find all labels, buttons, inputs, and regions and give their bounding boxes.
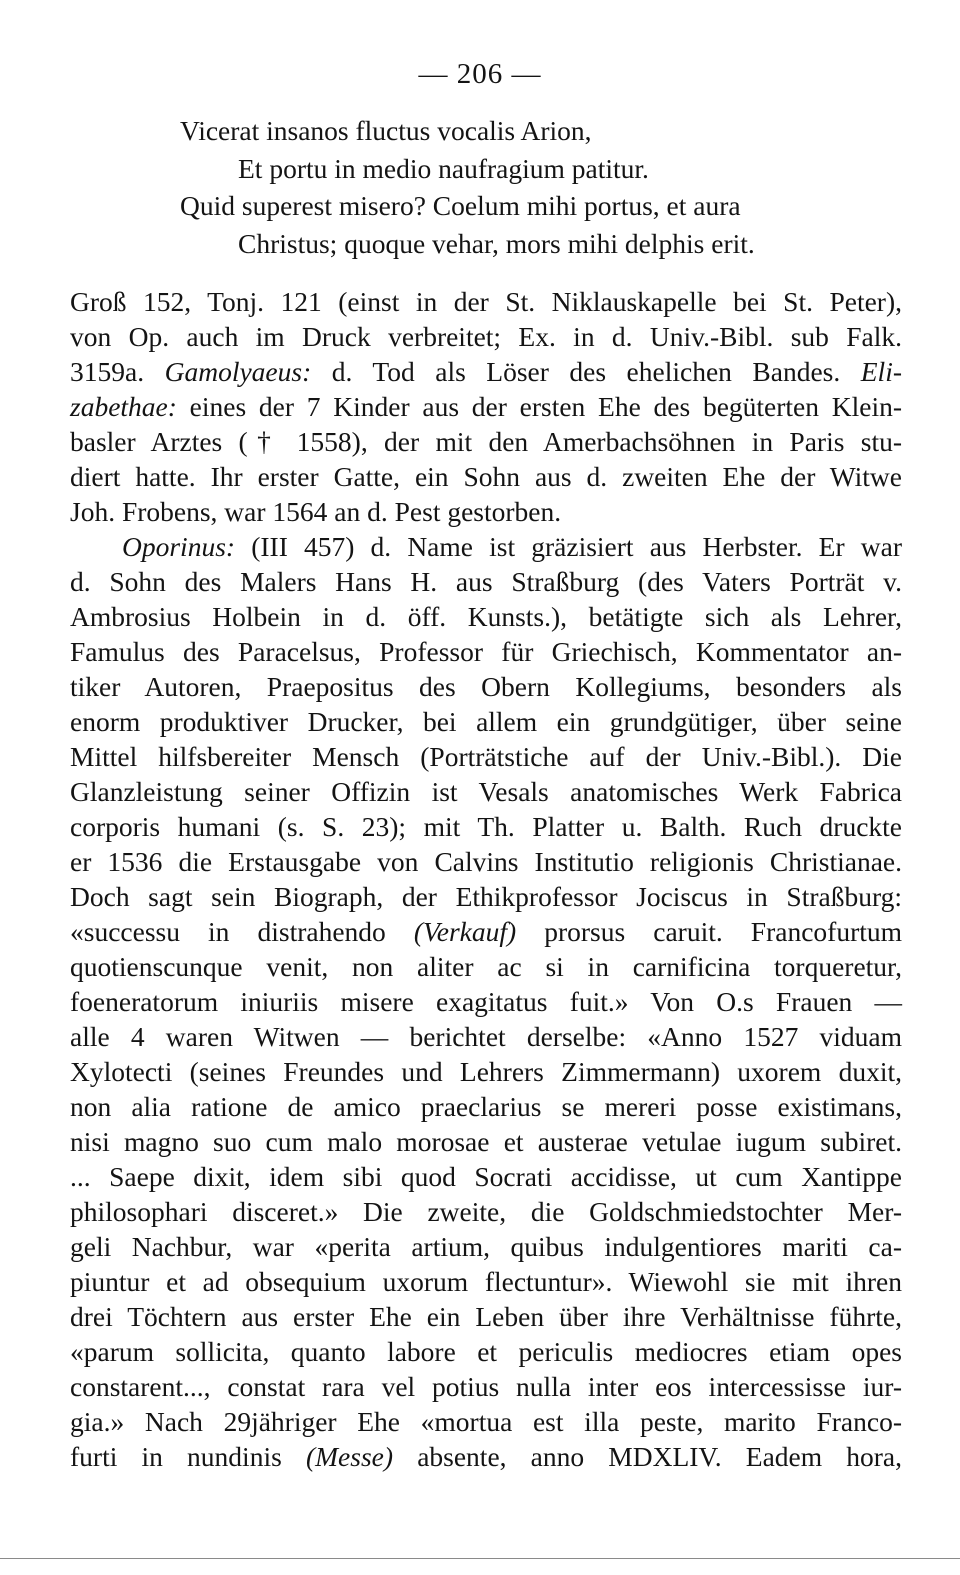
text-line: nisi magno suo cum malo morosae et austerae vetulae iugum subiret. (70, 1126, 902, 1157)
text-line: Doch sagt sein Biograph, der Ethikprofessor Jociscus in Straßburg: (70, 881, 902, 912)
text-segment: «successu in distrahendo (70, 916, 386, 947)
text-segment: eines der 7 Kinder aus der ersten Ehe des begüterten Klein- (189, 391, 903, 422)
poem-line: Et portu in medio naufragium patitur. (238, 152, 649, 184)
poem-line: Quid superest misero? Coelum mihi portus, et aura (180, 190, 741, 221)
elizabethae-lemma: zabethae: (70, 391, 177, 422)
poem-line: Christus; quoque vehar, mors mihi delphis erit. (238, 227, 755, 259)
page-number: — 206 — (418, 58, 542, 90)
text-line: non alia ratione de amico praeclarius se mereri posse existimans, (70, 1091, 902, 1122)
text-line (70, 389, 902, 424)
text-line: quotienscunque venit, non aliter ac si in carnificina torqueretur, (70, 951, 902, 982)
text-line (70, 529, 902, 564)
text-segment: d. Tod als Löser des ehelichen Bandes. (331, 356, 841, 387)
text-line: er 1536 die Erstausgabe von Calvins Institutio religionis Christianae. (70, 846, 902, 877)
text-line: von Op. auch im Druck verbreitet; Ex. in d. Univ.-Bibl. sub Falk. (70, 321, 902, 352)
commentary-text (70, 284, 902, 1474)
text-line: d. Sohn des Malers Hans H. aus Straßburg (des Vaters Porträt v. (70, 566, 902, 597)
text-line: drei Töchtern aus erster Ehe ein Leben über ihre Verhältnisse führte, (70, 1301, 902, 1332)
text-line: philosophari disceret.» Die zweite, die Goldschmiedstochter Mer- (70, 1196, 902, 1227)
text-line (70, 1439, 902, 1474)
text-line: Mittel hilfsbereiter Mensch (Porträtstiche auf der Univ.-Bibl.). Die (70, 741, 902, 772)
text-line: piuntur et ad obsequium uxorum flectuntur». Wiewohl sie mit ihren (70, 1266, 902, 1297)
elizabethae-lemma: Eli- (860, 356, 902, 387)
text-line: diert hatte. Ihr erster Gatte, ein Sohn aus d. zweiten Ehe der Witwe (70, 461, 902, 492)
gloss-messe: (Messe) (305, 1441, 394, 1472)
gloss-verkauf: (Verkauf) (413, 916, 517, 947)
text-line: tiker Autoren, Praepositus des Obern Kollegiums, besonders als (70, 671, 902, 702)
text-line: basler Arztes († 1558), der mit den Amerbachsöhnen in Paris stu- (70, 426, 902, 457)
text-line: gia.» Nach 29jähriger Ehe «mortua est illa peste, marito Franco- (70, 1406, 902, 1437)
text-line: foeneratorum iniuriis misere exagitatus fuit.» Von O.s Frauen — (70, 986, 902, 1017)
text-line: ... Saepe dixit, idem sibi quod Socrati accidisse, ut cum Xantippe (70, 1161, 902, 1192)
poem (180, 112, 900, 262)
text-segment: (III 457) d. Name ist gräzisiert aus Herbster. Er war (251, 531, 902, 562)
text-line: Xylotecti (seines Freundes und Lehrers Zimmermann) uxorem duxit, (70, 1056, 902, 1087)
text-line: corporis humani (s. S. 23); mit Th. Platter u. Balth. Ruch druckte (70, 811, 902, 842)
text-line: geli Nachbur, war «perita artium, quibus indulgentiores mariti ca- (70, 1231, 902, 1262)
text-line (70, 914, 902, 949)
text-line: alle 4 waren Witwen — berichtet derselbe: «Anno 1527 viduam (70, 1021, 902, 1052)
text-line: Famulus des Paracelsus, Professor für Griechisch, Kommentator an- (70, 636, 902, 667)
text-segment: prorsus caruit. Francofurtum (544, 916, 903, 947)
text-line: Joh. Frobens, war 1564 an d. Pest gestorben. (70, 496, 562, 527)
poem-line: Vicerat insanos fluctus vocalis Arion, (180, 115, 592, 146)
text-line: enorm produktiver Drucker, bei allem ein grundgütiger, über seine (70, 706, 902, 737)
text-line: Ambrosius Holbein in d. öff. Kunsts.), betätigte sich als Lehrer, (70, 601, 902, 632)
text-segment: furti in nundinis (70, 1441, 282, 1472)
text-line: Glanzleistung seiner Offizin ist Vesals anatomisches Werk Fabrica (70, 776, 902, 807)
oporinus-lemma: Oporinus: (122, 531, 236, 562)
text-segment: 3159a. (70, 356, 145, 387)
text-line: «parum sollicita, quanto labore et periculis mediocres etiam opes (70, 1336, 902, 1367)
text-line (70, 354, 902, 389)
page-bottom-edge (0, 1558, 960, 1559)
text-line: constarent..., constat rara vel potius nulla inter eos intercessisse iur- (70, 1371, 902, 1402)
text-line: Groß 152, Tonj. 121 (einst in der St. Niklauskapelle bei St. Peter), (70, 286, 902, 317)
text-segment: absente, anno MDXLIV. Eadem hora, (417, 1441, 903, 1472)
gamolyaeus-lemma: Gamolyaeus: (164, 356, 312, 387)
